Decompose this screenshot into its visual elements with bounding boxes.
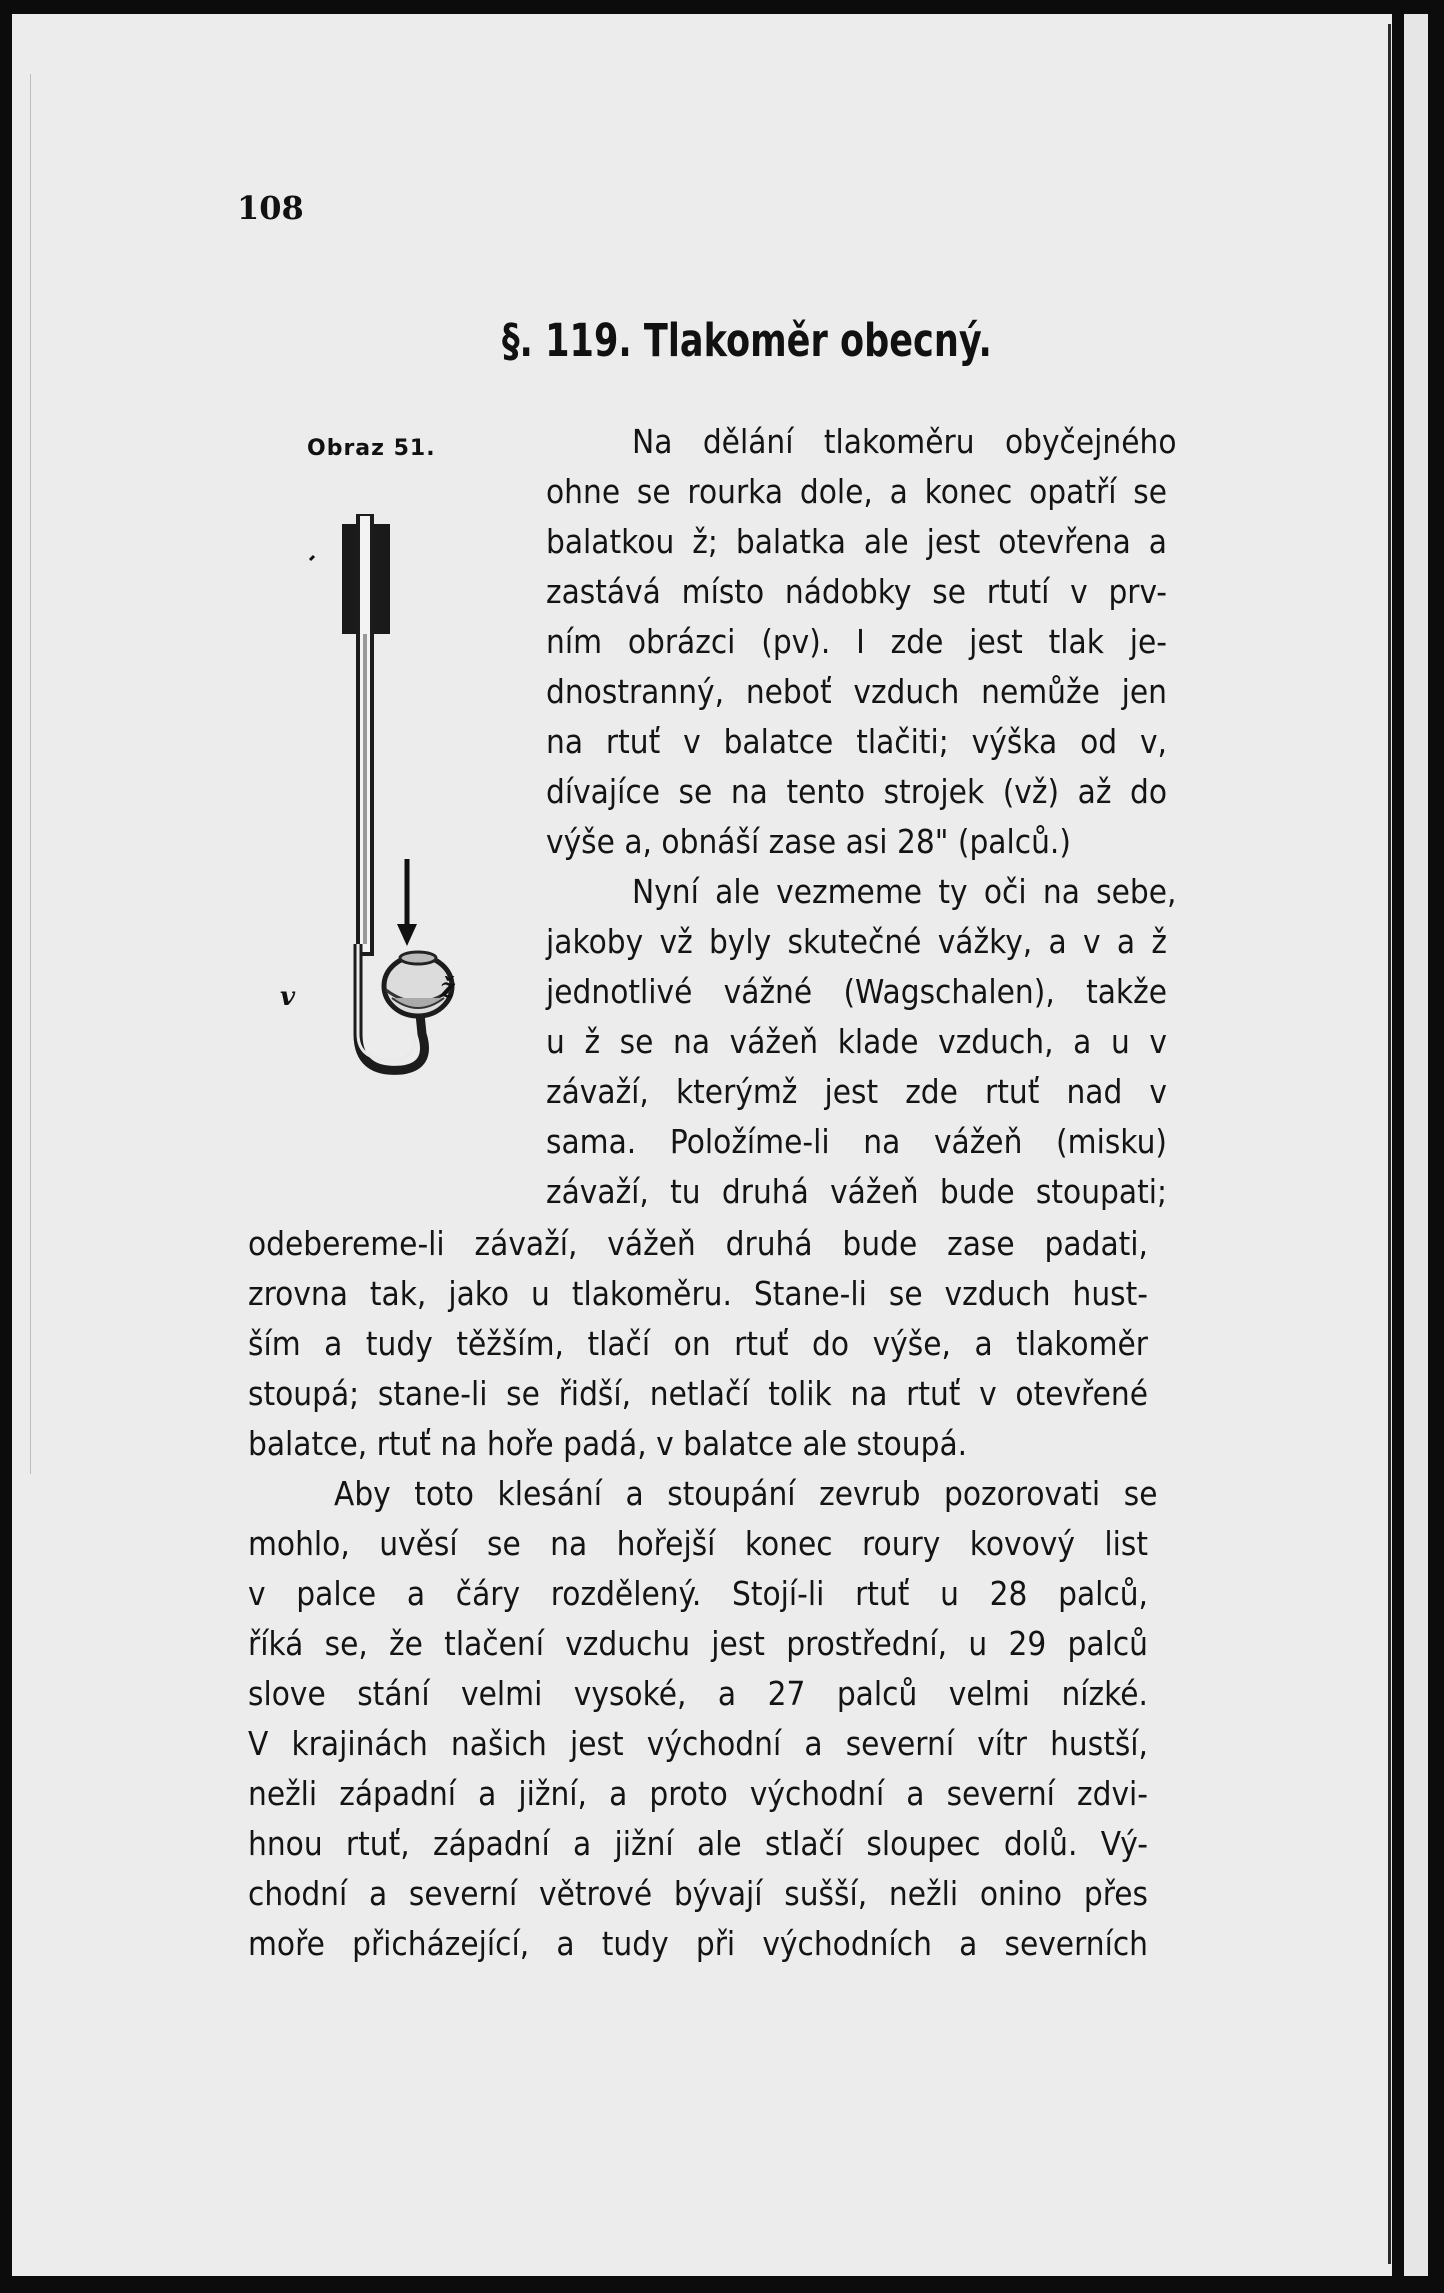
text-line: nežli západní a jižní, a proto východní a severní zdvi- bbox=[248, 1774, 1148, 1813]
text-line: dnostranný, neboť vzduch nemůže jen bbox=[546, 672, 1167, 711]
text-line: jednotlivé vážné (Wagschalen), takže bbox=[546, 972, 1167, 1011]
text-line: mohlo, uvěsí se na hořejší konec roury kovový list bbox=[248, 1524, 1148, 1563]
figure-label: Obraz 51. bbox=[307, 436, 436, 461]
text-line: slove stání velmi vysoké, a 27 palců velmi nízké. bbox=[248, 1674, 1148, 1713]
page-gutter-line bbox=[1388, 24, 1391, 2264]
text-line: ším a tudy těžším, tlačí on rtuť do výše, a tlakoměr bbox=[248, 1324, 1148, 1363]
text-line: výše a, obnáší zase asi 28" (palců.) bbox=[546, 822, 1071, 861]
text-line: zastává místo nádobky se rtutí v prv- bbox=[546, 572, 1167, 611]
text-line: u ž se na vážeň klade vzduch, a u v bbox=[546, 1022, 1167, 1061]
text-line: v palce a čáry rozdělený. Stojí-li rtuť u 28 palců, bbox=[248, 1574, 1148, 1613]
barometer-figure bbox=[280, 514, 482, 1094]
text-line: říká se, že tlačení vzduchu jest prostřední, u 29 palců bbox=[248, 1624, 1148, 1663]
text-line: ním obrázci (pv). I zde jest tlak je- bbox=[546, 622, 1167, 661]
next-page-edge bbox=[1404, 14, 1428, 2276]
text-line: jakoby vž byly skutečné vážky, a v a ž bbox=[546, 922, 1167, 961]
page-number: 108 bbox=[237, 189, 304, 227]
text-line: moře přicházející, a tudy při východních a severních bbox=[248, 1924, 1148, 1963]
text-line: odebereme-li závaží, vážeň druhá bude zase padati, bbox=[248, 1224, 1148, 1263]
scan-border-left bbox=[0, 0, 12, 2293]
text-line: sama. Položíme-li na vážeň (misku) bbox=[546, 1122, 1167, 1161]
page-edge-line bbox=[30, 74, 31, 1474]
text-line: zrovna tak, jako u tlakoměru. Stane-li se vzduch hust- bbox=[248, 1274, 1148, 1313]
barometer-illustration bbox=[292, 514, 482, 1094]
book-page bbox=[12, 14, 1392, 2276]
section-title: §. 119. Tlakoměr obecný. bbox=[502, 314, 992, 367]
text-line: chodní a severní větrové bývají sušší, nežli onino přes bbox=[248, 1874, 1148, 1913]
text-line: balatkou ž; balatka ale jest otevřena a bbox=[546, 522, 1167, 561]
figure-letter-v: v bbox=[280, 982, 296, 1012]
text-line: závaží, tu druhá vážeň bude stoupati; bbox=[546, 1172, 1167, 1211]
text-line: V krajinách našich jest východní a severní vítr hustší, bbox=[248, 1724, 1148, 1763]
scan-border-top bbox=[0, 0, 1444, 14]
text-line: dívajíce se na tento strojek (vž) až do bbox=[546, 772, 1167, 811]
text-line: Aby toto klesání a stoupání zevrub pozorovati se bbox=[334, 1474, 1158, 1513]
text-line: závaží, kterýmž jest zde rtuť nad v bbox=[546, 1072, 1167, 1111]
figure-letter-z: ž bbox=[440, 974, 455, 1004]
scan-border-bottom bbox=[0, 2276, 1444, 2293]
text-line: balatce, rtuť na hoře padá, v balatce ale stoupá. bbox=[248, 1424, 968, 1463]
text-line: ohne se rourka dole, a konec opatří se bbox=[546, 472, 1167, 511]
text-line: stoupá; stane-li se řidší, netlačí tolik na rtuť v otevřené bbox=[248, 1374, 1148, 1413]
text-line: Nyní ale vezmeme ty oči na sebe, bbox=[632, 872, 1177, 911]
text-line: na rtuť v balatce tlačiti; výška od v, bbox=[546, 722, 1167, 761]
text-line: Na dělání tlakoměru obyčejného bbox=[632, 422, 1177, 461]
text-line: hnou rtuť, západní a jižní ale stlačí sloupec dolů. Vý- bbox=[248, 1824, 1148, 1863]
